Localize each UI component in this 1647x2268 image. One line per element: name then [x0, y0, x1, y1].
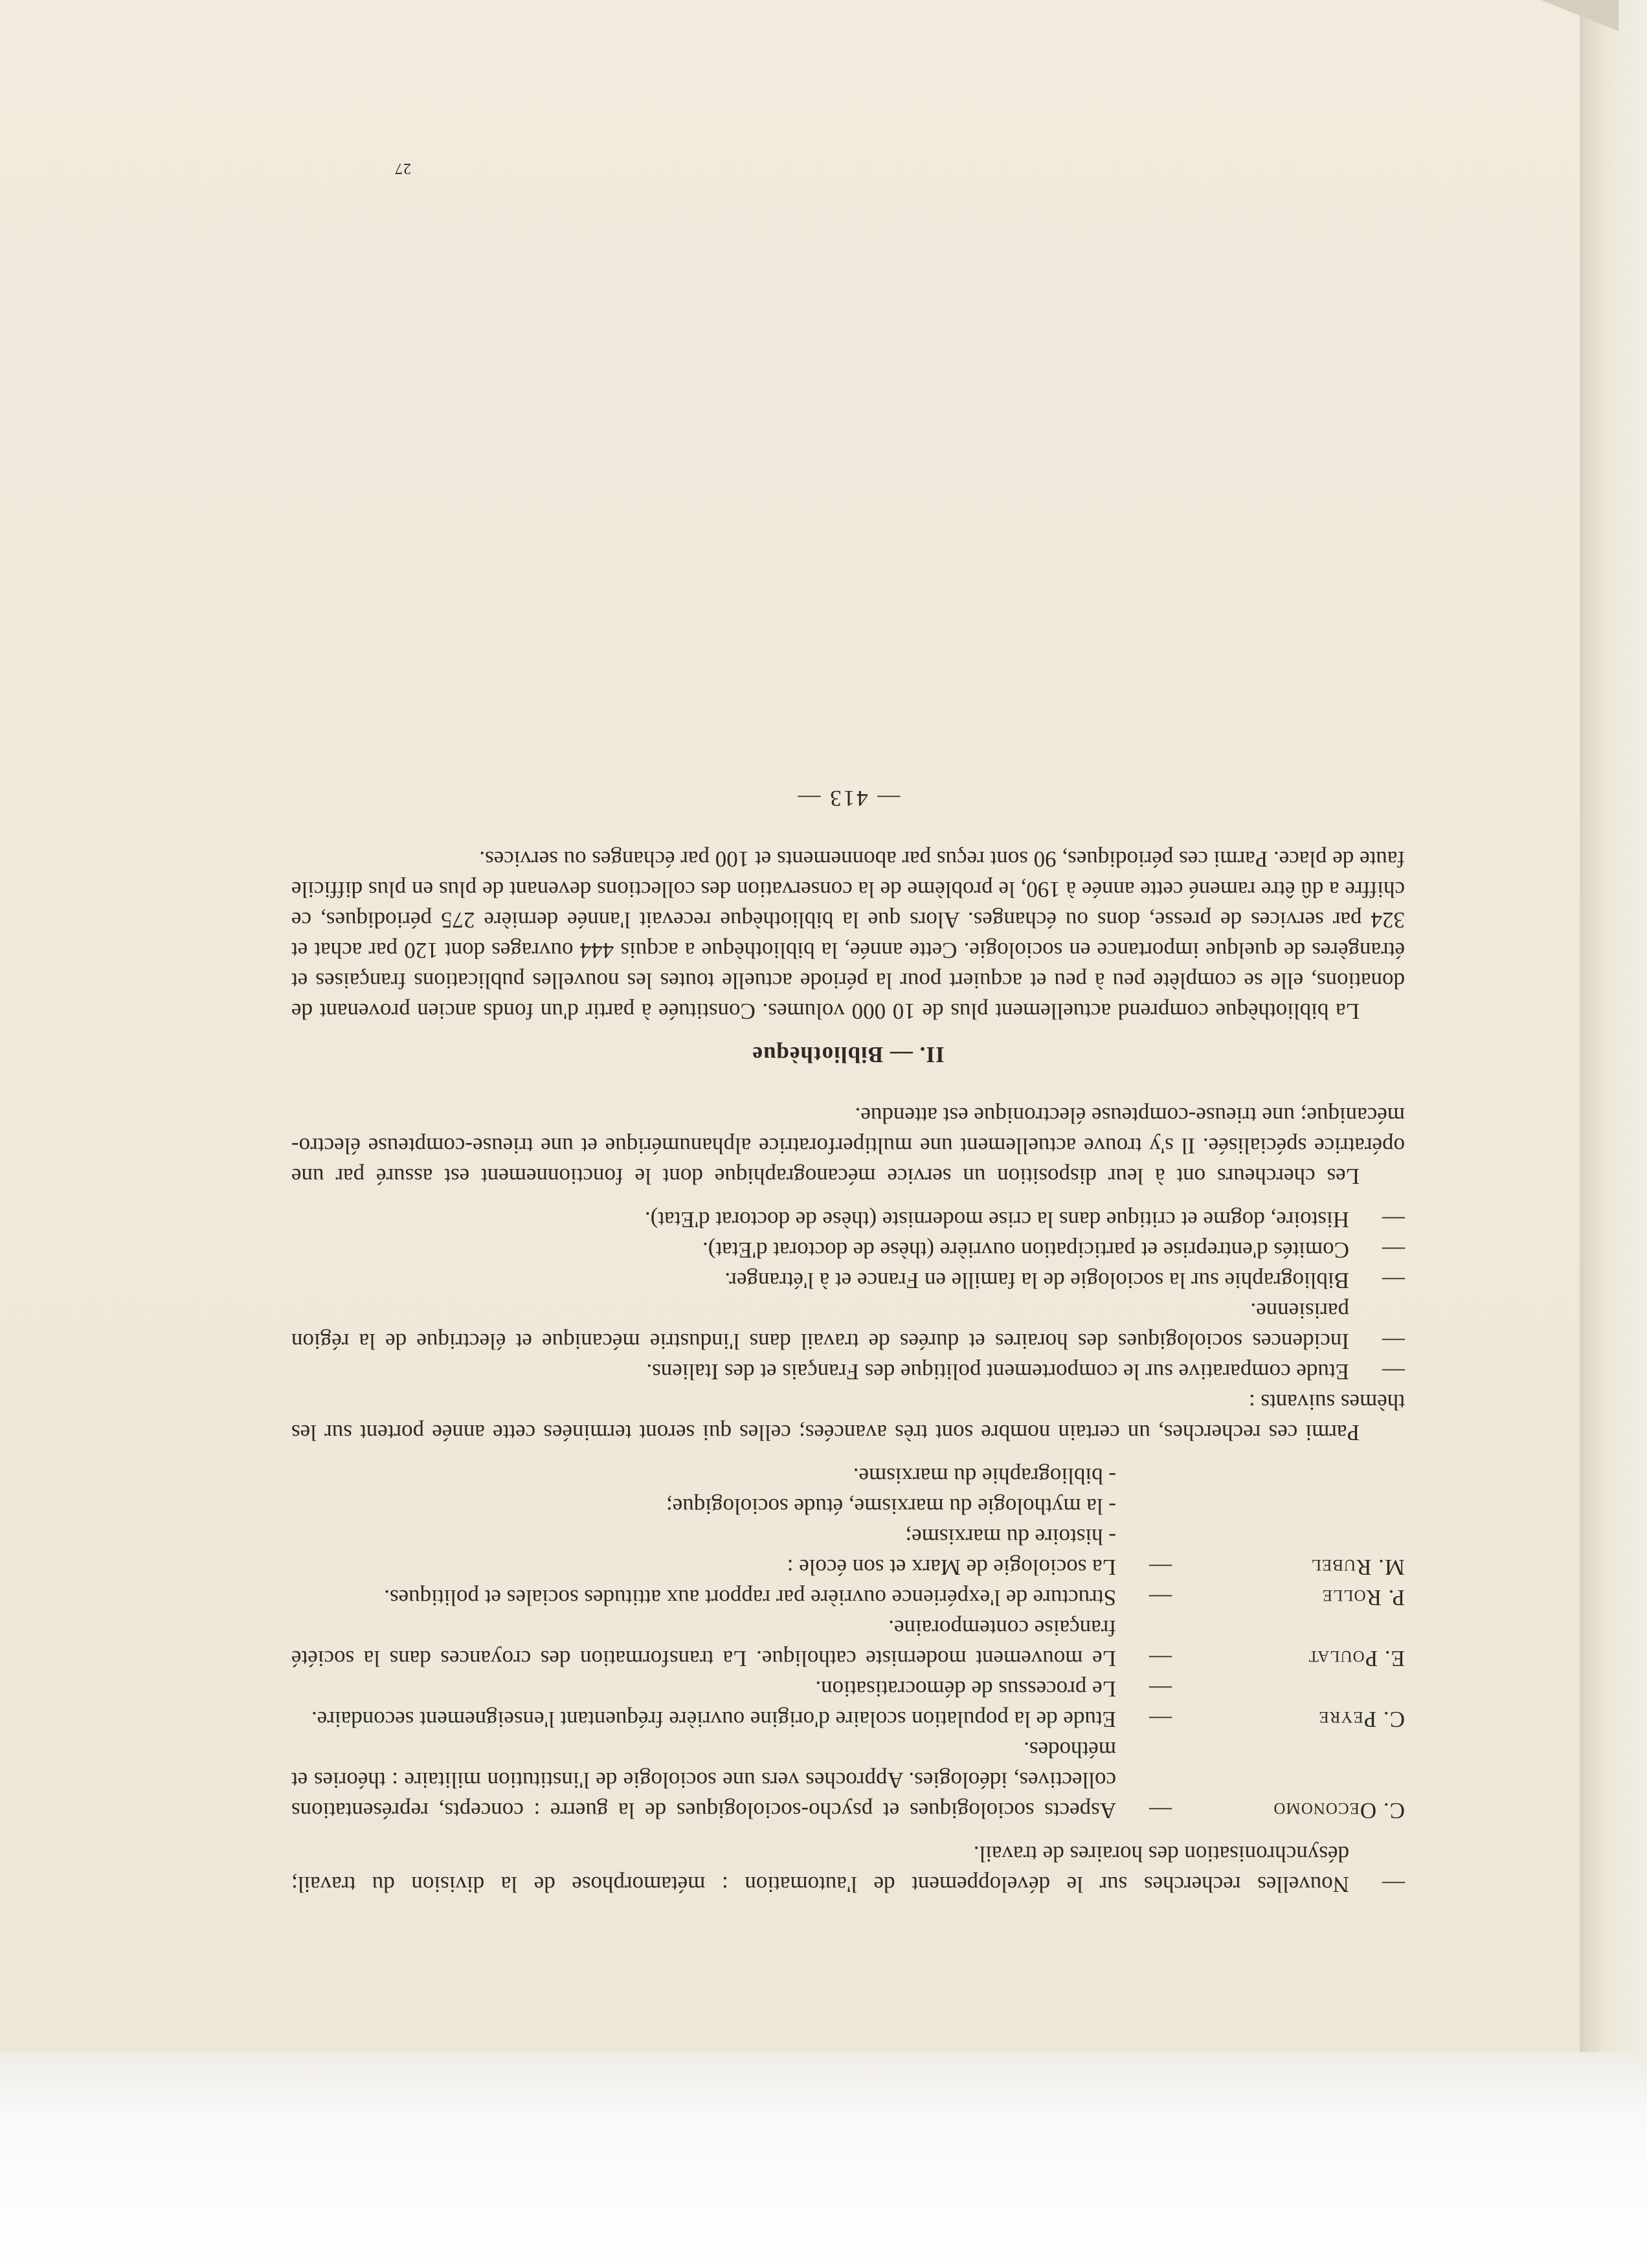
researcher-name: C. Peyre [1318, 1707, 1405, 1732]
list-item-text: Le mouvement moderniste catholique. La transformation des croyances dans la société française contemporaine. [291, 1616, 1116, 1671]
list-item-text: Comités d'entreprise et participation ouvrière (thèse de doctorat d'Etat). [702, 1238, 1349, 1263]
printed-text-upside-down [291, 139, 1405, 1900]
list-item [291, 1265, 1405, 1296]
list-item [291, 1704, 1172, 1735]
list-item [291, 1235, 1405, 1265]
list-item-text: La sociologie de Marx et son école : [787, 1555, 1116, 1580]
list-item [291, 1205, 1405, 1235]
mechanography-paragraph: Les chercheurs ont à leur disposition un service mécanographique dont le fonctionnement est assuré par une opératrice spécialisée. Il s'y trouve actuellement une multiperforatrice alphanumérique et une trieuse-compteuse électro-mécanique; une trieuse-compteuse électronique est attendue. [291, 1103, 1405, 1189]
researcher-entry [291, 1461, 1405, 1583]
dash: — [1149, 1798, 1172, 1823]
dash: — [1149, 1676, 1172, 1702]
page-number: — 413 — [796, 786, 901, 811]
library-paragraph: La bibliothèque comprend actuellement plus de 10 000 volumes. Constituée à partir d'un fonds ancien provenant de donations, elle se complète peu à peu et acquiert pour la période actuelle toutes les nouvelles publications françaises et étrangères de quelque importance en sociologie. Cette année, la bibliothèque a acquis 444 ouvrages dont 120 par achat et 324 par services de presse, dons ou échanges. Alors que la bibliothèque recevait l'année dernière 275 périodiques, ce chiffre a dû être ramené cette année à 190, le problème de la conservation des collections devenant de plus en plus difficile faute de place. Parmi ces périodiques, 90 sont reçus par abonnements et 100 par échanges ou services. [291, 847, 1405, 1024]
researcher-name: C. Oeconomo [1273, 1798, 1405, 1823]
page-fold-shadow [1580, 0, 1647, 2268]
scanner-bed [0, 2052, 1647, 2268]
list-item-text: Aspects sociologiques et psycho-sociologiques de la guerre : concepts, représentations collectives, idéologies. Approches vers une sociologie de l'institution militaire : théories et méthodes. [291, 1737, 1116, 1823]
list-item-text: Incidences sociologiques des horaires et durées de travail dans l'industrie mécanique et électrique de la région parisienne. [291, 1298, 1349, 1354]
sheet-number: 27 [394, 160, 411, 177]
list-item [291, 1583, 1172, 1613]
researcher-entry [291, 1735, 1405, 1826]
list-item [291, 1296, 1405, 1357]
dash: — [1149, 1707, 1172, 1732]
list-item [291, 1552, 1172, 1583]
dash: — [1382, 1268, 1405, 1293]
dash: — [1382, 1238, 1405, 1263]
list-item-text: Bibliographie sur la sociologie de la famille en France et à l'étranger. [724, 1268, 1349, 1293]
sub-item: - bibliographie du marxisme. [853, 1463, 1116, 1489]
list-item-text: Nouvelles recherches sur le développement de l'automation : métamorphose de la division du travail; désynchronisation des horaires de travail. [291, 1841, 1349, 1897]
list-item-text: Etude comparative sur le comportement politique des Français et des Italiens. [646, 1359, 1349, 1384]
researcher-name: M. Rubel [1310, 1555, 1405, 1580]
advanced-intro: Parmi ces recherches, un certain nombre sont très avancées; celles qui seront terminées cette année portent sur les thèmes suivants : [291, 1390, 1405, 1445]
dash: — [1382, 1329, 1405, 1354]
list-item [291, 1357, 1405, 1387]
researcher-name: P. Rolle [1321, 1585, 1405, 1610]
dash: — [1382, 1872, 1405, 1897]
dash: — [1149, 1585, 1172, 1610]
dash: — [1382, 1207, 1405, 1232]
list-item-text: Histoire, dogme et critique dans la crise moderniste (thèse de doctorat d'Etat). [644, 1207, 1349, 1232]
list-item [291, 1674, 1172, 1704]
researcher-entry [291, 1583, 1405, 1613]
list-item [291, 1613, 1172, 1674]
researcher-name: E. Poulat [1308, 1646, 1405, 1671]
folded-corner [1541, 0, 1619, 31]
researcher-entry [291, 1674, 1405, 1735]
list-item [291, 1839, 1405, 1900]
section-heading: II. — Bibliothèque [752, 1042, 945, 1067]
sub-item: - la mythologie du marxisme, étude sociologique; [666, 1494, 1116, 1519]
dash: — [1149, 1555, 1172, 1580]
dash: — [1382, 1359, 1405, 1384]
list-item-text: Structure de l'expérience ouvrière par rapport aux attitudes sociales et politiques. [384, 1585, 1116, 1610]
list-item [291, 1735, 1172, 1826]
sub-item: - histoire du marxisme; [905, 1524, 1116, 1550]
list-item-text: Le processus de démocratisation. [815, 1676, 1116, 1702]
dash: — [1149, 1646, 1172, 1671]
researcher-entry [291, 1613, 1405, 1674]
list-item-text: Etude de la population scolaire d'origine ouvrière fréquentant l'enseignement secondaire. [311, 1707, 1116, 1732]
